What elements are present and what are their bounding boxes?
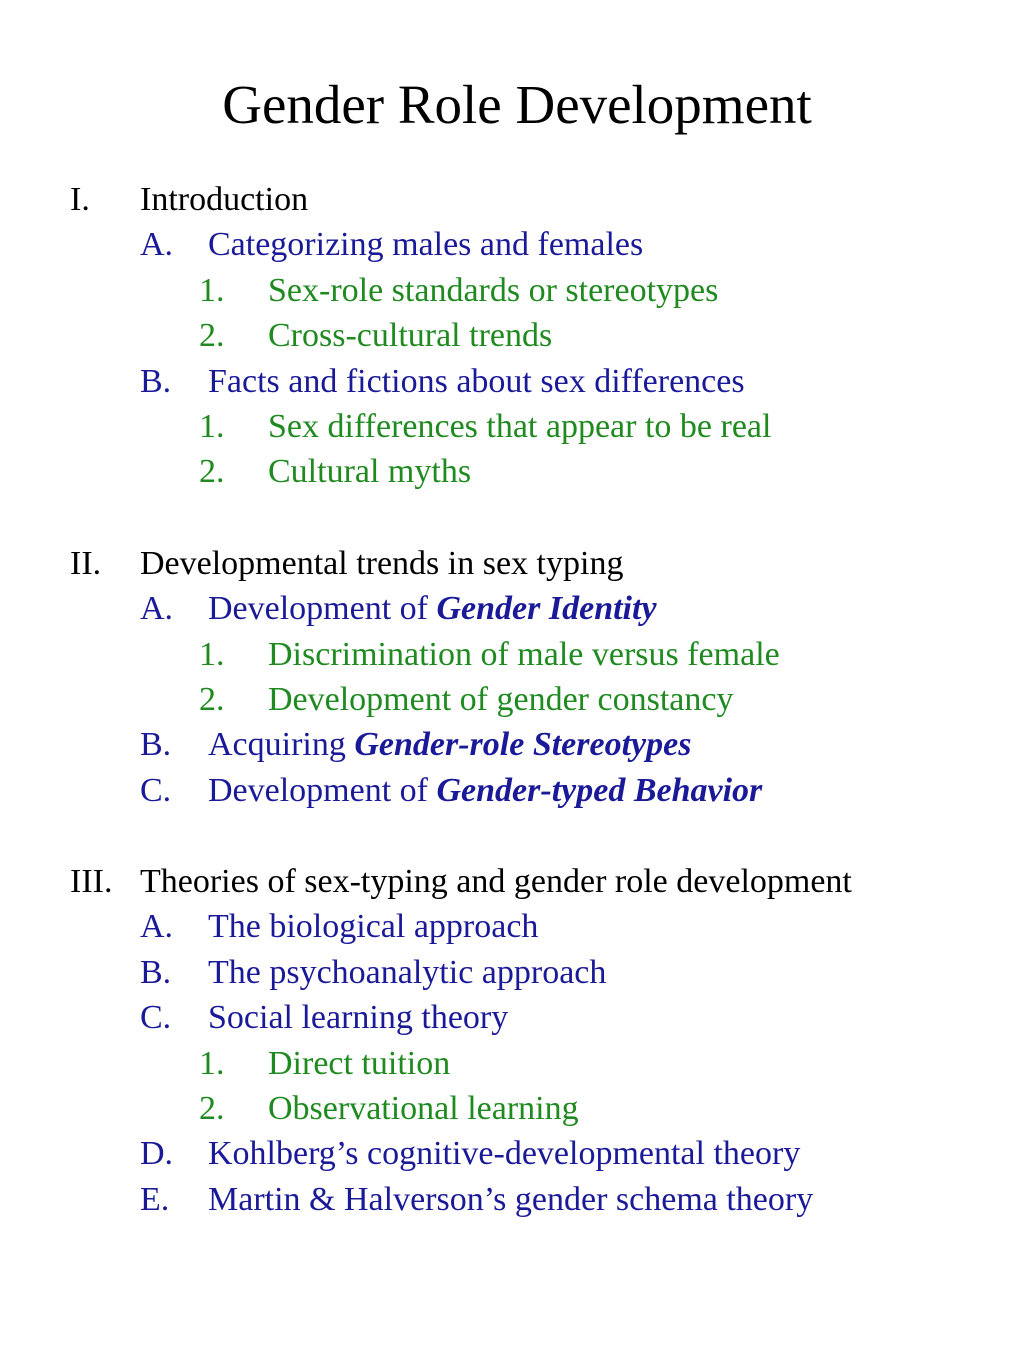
outline-subitem bbox=[0, 632, 1024, 677]
subitem-number: 2. bbox=[199, 453, 225, 491]
outline-subitem bbox=[0, 1086, 1024, 1131]
subitem-number: 1. bbox=[199, 1044, 225, 1082]
subitem-label: Cross-cultural trends bbox=[268, 317, 553, 355]
subitem-label: Sex-role standards or stereotypes bbox=[268, 271, 719, 309]
subitem-label: Sex differences that appear to be real bbox=[268, 407, 772, 445]
item-label: Development of bbox=[208, 771, 437, 809]
subitem-number: 1. bbox=[199, 407, 225, 445]
item-text bbox=[208, 586, 657, 631]
item-letter: B. bbox=[140, 726, 172, 764]
section-spacer bbox=[0, 813, 1024, 859]
outline-subitem bbox=[0, 404, 1024, 449]
item-letter: C. bbox=[140, 999, 172, 1037]
outline bbox=[0, 177, 1024, 1222]
item-letter: A. bbox=[140, 226, 174, 264]
item-label: Social learning theory bbox=[208, 999, 509, 1037]
item-label: Development of bbox=[208, 590, 437, 628]
item-letter: E. bbox=[140, 1180, 170, 1218]
item-label: Facts and fictions about sex differences bbox=[208, 362, 745, 400]
subitem-label: Development of gender constancy bbox=[268, 680, 734, 718]
section-numeral: I. bbox=[70, 181, 90, 218]
subitem-label: Discrimination of male versus female bbox=[268, 635, 780, 673]
outline-item bbox=[0, 222, 1024, 267]
item-letter: B. bbox=[140, 362, 172, 400]
section-label: Theories of sex-typing and gender role development bbox=[140, 863, 852, 901]
outline-item bbox=[0, 586, 1024, 631]
outline-item bbox=[0, 768, 1024, 813]
item-emphasis: Gender-role Stereotypes bbox=[354, 726, 692, 764]
outline-item bbox=[0, 1131, 1024, 1176]
outline-item bbox=[0, 904, 1024, 949]
section-heading bbox=[0, 859, 1024, 904]
subitem-label: Cultural myths bbox=[268, 453, 472, 491]
outline-subitem bbox=[0, 1041, 1024, 1086]
item-label: Categorizing males and females bbox=[208, 226, 644, 264]
item-label: Kohlberg’s cognitive-developmental theory bbox=[208, 1135, 801, 1173]
slide-title: Gender Role Development bbox=[222, 74, 812, 135]
item-label: Acquiring bbox=[208, 726, 355, 764]
outline-subitem bbox=[0, 268, 1024, 313]
outline-subitem bbox=[0, 449, 1024, 494]
item-text bbox=[208, 722, 691, 767]
item-emphasis: Gender-typed Behavior bbox=[436, 771, 763, 809]
item-label: The biological approach bbox=[208, 908, 539, 946]
item-text bbox=[208, 768, 762, 813]
section-label: Introduction bbox=[140, 181, 309, 218]
outline-item bbox=[0, 359, 1024, 404]
outline-item bbox=[0, 722, 1024, 767]
outline-subitem bbox=[0, 313, 1024, 358]
item-letter: A. bbox=[140, 590, 174, 628]
section-heading bbox=[0, 177, 1024, 222]
outline-item bbox=[0, 1177, 1024, 1222]
section-numeral: II. bbox=[70, 544, 102, 582]
subitem-label: Direct tuition bbox=[268, 1044, 451, 1082]
item-emphasis: Gender Identity bbox=[436, 590, 657, 628]
outline-item bbox=[0, 950, 1024, 995]
item-letter: C. bbox=[140, 771, 172, 809]
subitem-number: 1. bbox=[199, 271, 225, 309]
item-letter: A. bbox=[140, 908, 174, 946]
outline-item bbox=[0, 995, 1024, 1040]
item-label: The psychoanalytic approach bbox=[208, 953, 607, 991]
subitem-number: 2. bbox=[199, 317, 225, 355]
item-label: Martin & Halverson’s gender schema theory bbox=[208, 1180, 814, 1218]
section-spacer bbox=[0, 495, 1024, 541]
item-letter: D. bbox=[140, 1135, 174, 1173]
section-label: Developmental trends in sex typing bbox=[140, 544, 624, 582]
subitem-number: 2. bbox=[199, 1090, 225, 1128]
item-letter: B. bbox=[140, 953, 172, 991]
subitem-number: 2. bbox=[199, 680, 225, 718]
subitem-label: Observational learning bbox=[268, 1090, 579, 1128]
outline-subitem bbox=[0, 677, 1024, 722]
section-numeral: III. bbox=[70, 863, 113, 901]
section-heading bbox=[0, 541, 1024, 586]
subitem-number: 1. bbox=[199, 635, 225, 673]
